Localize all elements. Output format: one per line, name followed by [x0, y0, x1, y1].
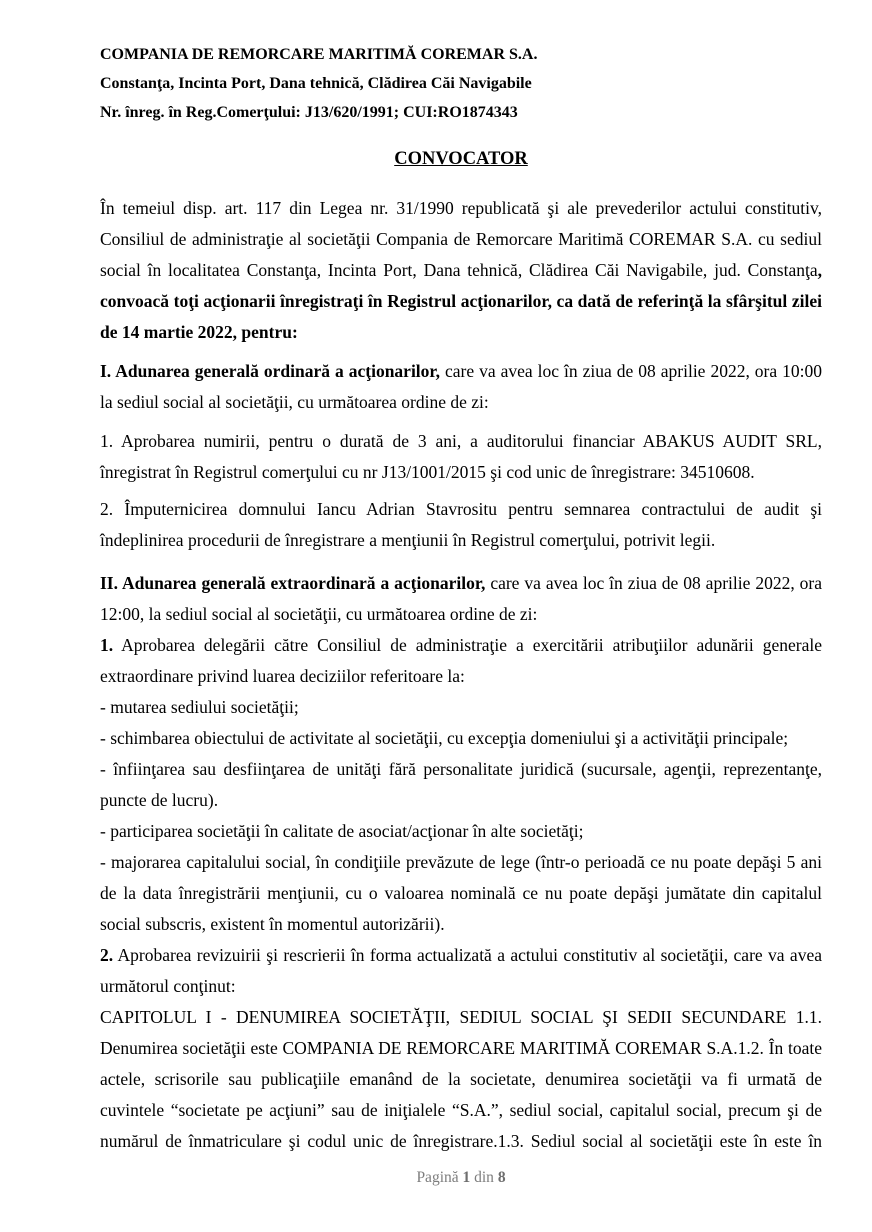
agenda-item-1-2: 2. Împuternicirea domnului Iancu Adrian Stavrositu pentru semnarea contractului de audit şi îndeplinirea procedurii de înregistrare a menţiunii în Registrul comerţului, potrivit legii. — [100, 499, 822, 550]
chapter-1-paragraph: CAPITOLUL I - DENUMIREA SOCIETĂŢII, SEDIUL SOCIAL ŞI SEDII SECUNDARE 1.1. Denumirea societăţii este COMPANIA DE REMORCARE MARITIMĂ COREMAR S.A.1.2. În toate actele, scrisorile sau publicaţiile emanând de la societate, denumirea societăţii va fi urmată de cuvintele “societate pe acţiuni” sau de iniţialele “S.A.”, sediul social, capitalul social, precum şi de numărul de înmatriculare şi codul unic de înregistrare.1.3. Sediul social al societăţii este în este în — [100, 1007, 822, 1151]
footer-page-number: 1 — [462, 1169, 471, 1186]
dash-item-2: - schimbarea obiectului de activitate al societăţii, cu excepţia domeniului şi a activităţii principale; — [100, 728, 789, 748]
dash-item-5: - majorarea capitalului social, în condiţiile prevăzute de lege (într-o perioadă ce nu poate depăşi 5 ani de la data înregistrării menţiunii, cu o valoarea nominală ce nu poate depăşi jumătate din capitalul social subscris, existent în momentul autorizării). — [100, 852, 822, 934]
footer-label-prefix: Pagină — [416, 1169, 463, 1186]
company-address: Constanţa, Incinta Port, Dana tehnică, Clădirea Căi Navigabile — [100, 75, 532, 92]
dash-item-1: - mutarea sediului societăţii; — [100, 697, 299, 717]
section-2-text: care va avea loc în ziua de 08 aprilie 2022, ora 12:00, la sediul social al societăţii, cu următoarea ordine de zi: — [100, 573, 822, 624]
footer-label-middle: din — [470, 1169, 498, 1186]
agenda-item-2-1-number: 1. — [100, 635, 114, 655]
section-1-paragraph — [100, 356, 822, 418]
section-2-paragraph — [100, 568, 822, 630]
intro-paragraph — [100, 193, 822, 348]
document-body — [100, 193, 822, 1157]
document-header — [100, 40, 822, 127]
document-title-text: CONVOCATOR — [394, 149, 528, 169]
section-1-text: care va avea loc în ziua de 08 aprilie 2022, ora 10:00 la sediul social al societăţii, cu următoarea ordine de zi: — [100, 361, 823, 412]
agenda-item-2-1 — [100, 630, 822, 692]
company-registration: Nr. înreg. în Reg.Comerţului: J13/620/1991; CUI:RO1874343 — [100, 104, 518, 121]
section-1-heading: I. Adunarea generală ordinară a acţionarilor, — [100, 361, 440, 381]
document-title — [100, 147, 822, 171]
section-2-heading: II. Adunarea generală extraordinară a acţionarilor, — [100, 573, 486, 593]
intro-bold-text: , convoacă toţi acţionarii înregistraţi în Registrul acţionarilor, ca dată de referinţă la sfârşitul zilei de 14 martie 2022, pentru: — [100, 260, 822, 342]
intro-text: În temeiul disp. art. 117 din Legea nr. 31/1990 republicată şi ale prevederilor actului constitutiv, Consiliul de administraţie al societăţii Compania de Remorcare Maritimă COREMAR S.A. cu sediul social în localitatea Constanţa, Incinta Port, Dana tehnică, Clădirea Căi Navigabile, jud. Constanţa — [100, 198, 822, 280]
document-content — [100, 40, 822, 1157]
dash-item-4: - participarea societăţii în calitate de asociat/acţionar în alte societăţi; — [100, 821, 584, 841]
company-name: COMPANIA DE REMORCARE MARITIMĂ COREMAR S.A. — [100, 46, 538, 63]
agenda-item-2-1-text: Aprobarea delegării către Consiliul de administraţie a exercitării atribuţiilor adunării generale extraordinare privind luarea deciziilor referitoare la: — [100, 635, 822, 686]
agenda-item-2-2 — [100, 940, 822, 1002]
dash-item-3: - înfiinţarea sau desfiinţarea de unităţi fără personalitate juridică (sucursale, agenţii, reprezentanţe, puncte de lucru). — [100, 759, 822, 810]
footer-page-total: 8 — [497, 1169, 506, 1186]
page-footer — [100, 1168, 822, 1188]
agenda-item-2-2-text: Aprobarea revizuirii şi rescrierii în forma actualizată a actului constitutiv al societăţii, care va avea următorul conţinut: — [100, 945, 822, 996]
agenda-item-1-1: 1. Aprobarea numirii, pentru o durată de 3 ani, a auditorului financiar ABAKUS AUDIT SRL, înregistrat în Registrul comerţului cu nr J13/1001/2015 şi cod unic de înregistrare: 34510608. — [100, 431, 822, 482]
agenda-item-2-2-number: 2. — [100, 945, 114, 965]
